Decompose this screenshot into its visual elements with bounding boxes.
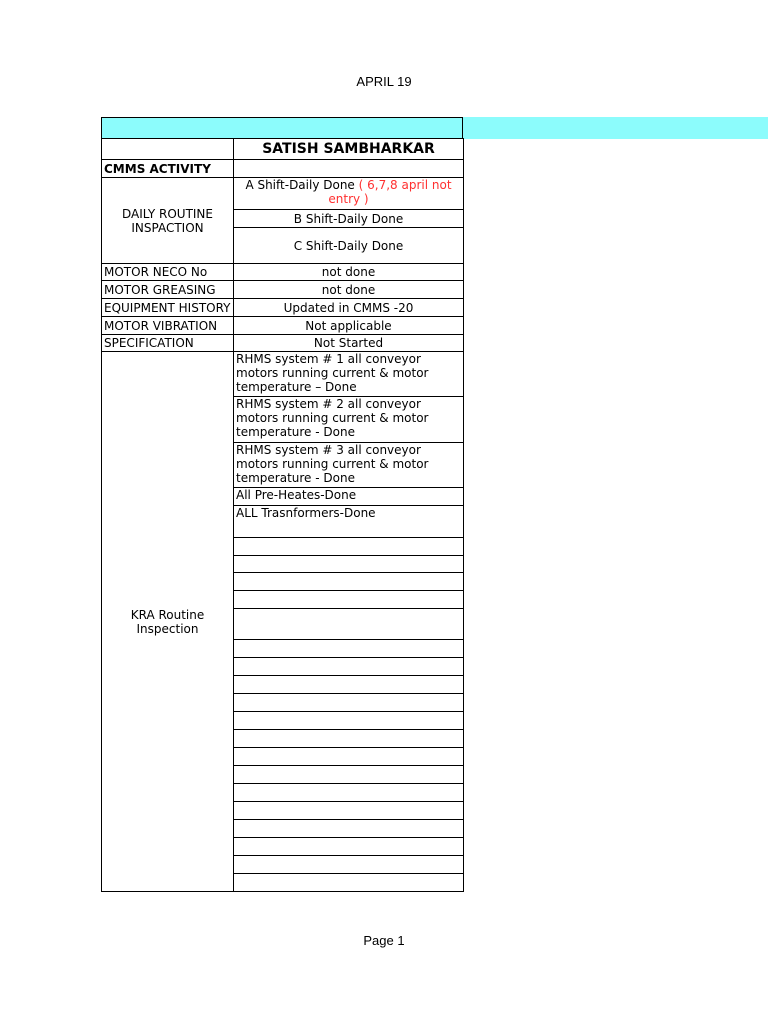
page-header: APRIL 19 <box>356 74 412 89</box>
table-row <box>102 160 464 178</box>
blank-cell[interactable] <box>234 676 464 694</box>
row-value[interactable]: not done <box>234 264 464 281</box>
blank-cell[interactable] <box>234 556 464 573</box>
table-row <box>102 352 464 397</box>
blank-cell[interactable] <box>102 139 234 160</box>
kra-item[interactable]: All Pre-Heates-Done <box>234 488 464 506</box>
kra-item[interactable]: RHMS system # 3 all conveyor motors running current & motor temperature - Done <box>234 443 464 488</box>
highlight-cell[interactable] <box>101 117 463 139</box>
blank-cell[interactable] <box>234 802 464 820</box>
blank-cell[interactable] <box>234 766 464 784</box>
table-row <box>102 317 464 335</box>
blank-cell[interactable] <box>234 658 464 676</box>
c-shift-cell[interactable]: C Shift-Daily Done <box>234 228 464 264</box>
blank-cell[interactable] <box>234 538 464 556</box>
b-shift-cell[interactable]: B Shift-Daily Done <box>234 210 464 228</box>
table-row <box>102 139 464 160</box>
row-label[interactable]: MOTOR NECO No <box>102 264 234 281</box>
kra-item[interactable]: RHMS system # 1 all conveyor motors running current & motor temperature – Done <box>234 352 464 397</box>
row-value[interactable]: not done <box>234 281 464 299</box>
row-label[interactable]: MOTOR GREASING <box>102 281 234 299</box>
kra-routine-label[interactable]: KRA Routine Inspection <box>102 352 234 892</box>
blank-cell[interactable] <box>234 694 464 712</box>
row-value[interactable]: Not applicable <box>234 317 464 335</box>
kra-item[interactable]: RHMS system # 2 all conveyor motors running current & motor temperature - Done <box>234 397 464 443</box>
blank-cell[interactable] <box>234 874 464 892</box>
blank-cell[interactable] <box>234 573 464 591</box>
row-label[interactable]: SPECIFICATION <box>102 335 234 352</box>
a-shift-note: ( 6,7,8 april not entry ) <box>328 178 452 206</box>
row-value[interactable]: Not Started <box>234 335 464 352</box>
blank-cell[interactable] <box>234 856 464 874</box>
blank-cell[interactable] <box>234 748 464 766</box>
activity-table <box>101 138 464 892</box>
row-label[interactable]: MOTOR VIBRATION <box>102 317 234 335</box>
a-shift-text: A Shift-Daily Done <box>245 178 355 192</box>
table-row <box>102 281 464 299</box>
blank-cell[interactable] <box>234 640 464 658</box>
employee-name[interactable]: SATISH SAMBHARKAR <box>234 139 464 160</box>
blank-cell[interactable] <box>234 712 464 730</box>
row-label[interactable]: EQUIPMENT HISTORY <box>102 299 234 317</box>
blank-cell[interactable] <box>234 820 464 838</box>
highlight-band <box>462 117 768 139</box>
blank-cell[interactable] <box>234 730 464 748</box>
table-row <box>102 299 464 317</box>
table-row <box>102 335 464 352</box>
daily-routine-label[interactable]: DAILY ROUTINE INSPACTION <box>102 178 234 264</box>
blank-cell[interactable] <box>234 838 464 856</box>
table-row <box>102 178 464 210</box>
row-value[interactable]: Updated in CMMS -20 <box>234 299 464 317</box>
page-footer: Page 1 <box>363 933 405 948</box>
blank-cell[interactable] <box>234 784 464 802</box>
blank-cell[interactable] <box>234 609 464 640</box>
kra-item[interactable]: ALL Trasnformers-Done <box>234 506 464 538</box>
blank-cell[interactable] <box>234 160 464 178</box>
cmms-activity-label[interactable]: CMMS ACTIVITY <box>102 160 234 178</box>
blank-cell[interactable] <box>234 591 464 609</box>
table-row <box>102 264 464 281</box>
a-shift-cell[interactable] <box>234 178 464 210</box>
